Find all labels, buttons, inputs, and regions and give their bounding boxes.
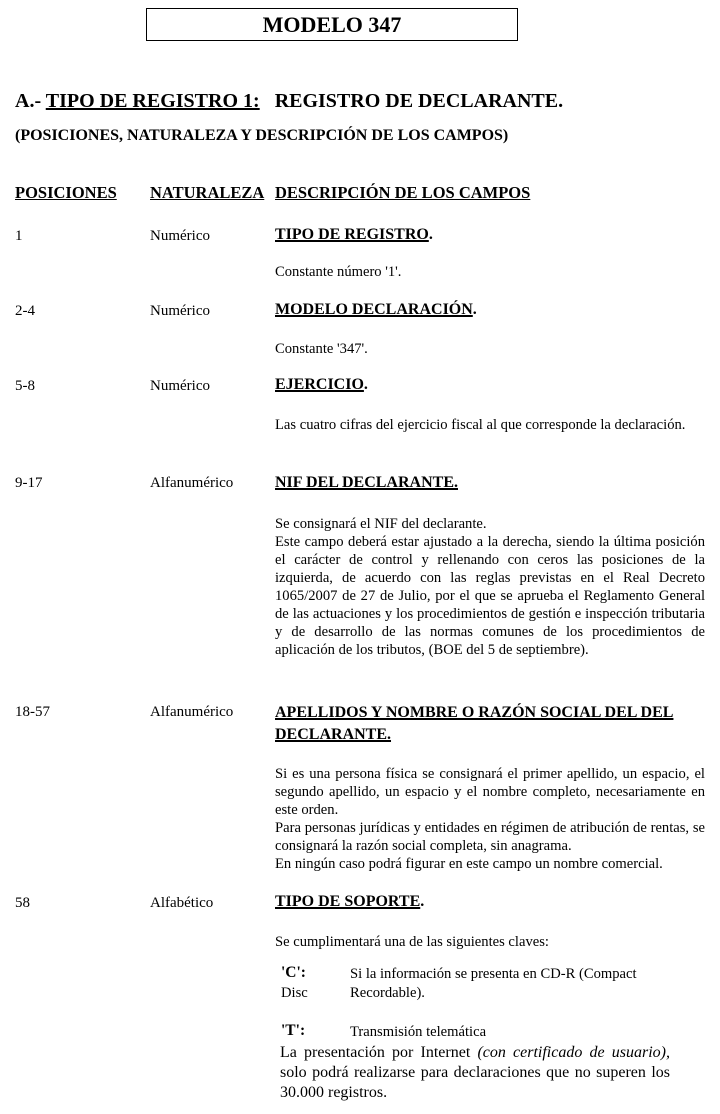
field-description	[275, 515, 705, 659]
option-key-t: 'T':	[281, 1022, 306, 1039]
field-nature: Alfanumérico	[150, 704, 234, 720]
field-description	[275, 765, 705, 873]
description-paragraph: Si es una persona física se consignará el primer apellido, un espacio, el segundo apellido, un espacio y el nombre completo, necesariamente en este orden.	[275, 766, 705, 818]
column-header-positions: POSICIONES	[15, 183, 117, 202]
internet-note-rest: solo podrá realizarse para declaraciones que no superen los 30.000 registros.	[280, 1064, 670, 1101]
field-name-text: MODELO DECLARACIÓN	[275, 301, 473, 318]
field-nature: Numérico	[150, 378, 210, 394]
field-positions: 2-4	[15, 303, 35, 319]
column-header-description: DESCRIPCIÓN DE LOS CAMPOS	[275, 183, 531, 202]
field-description	[275, 933, 705, 951]
section-register-type: TIPO DE REGISTRO 1:	[45, 90, 260, 112]
description-paragraph: Las cuatro cifras del ejercicio fiscal al que corresponde la declaración.	[275, 417, 686, 433]
field-name	[275, 474, 458, 492]
field-description	[275, 263, 705, 281]
option-text-c: Si la información se presenta en CD-R (Compact Recordable).	[350, 966, 637, 1001]
field-name-dot: .	[420, 893, 425, 910]
field-description	[275, 416, 705, 434]
document-title: MODELO 347	[146, 8, 518, 41]
description-paragraph: Constante '347'.	[275, 341, 368, 357]
field-name-text: TIPO DE REGISTRO	[275, 226, 429, 243]
field-name-dot: .	[428, 226, 433, 243]
section-subtitle: (POSICIONES, NATURALEZA Y DESCRIPCIÓN DE LOS CAMPOS)	[15, 127, 509, 144]
field-name-dot: .	[363, 376, 368, 393]
field-name	[275, 376, 368, 394]
field-name-text: APELLIDOS Y NOMBRE O RAZÓN SOCIAL DEL DEL DECLARANTE.	[275, 704, 674, 743]
section-prefix: A.-	[15, 90, 42, 112]
description-paragraph: Este campo deberá estar ajustado a la derecha, siendo la última posición el carácter de control y rellenando con ceros las posiciones de la izquierda, de acuerdo con las reglas previstas en el Real Decreto 1065/2007 de 27 de Julio, por el que se aprueba el Reglamento General de las actuaciones y los procedimientos de gestión e inspección tributaria y de desarrollo de las normas comunes de los procedimientos de aplicación de los tributos, (BOE del 5 de septiembre).	[275, 534, 705, 658]
description-paragraph: Se cumplimentará una de las siguientes claves:	[275, 934, 549, 950]
field-positions: 5-8	[15, 378, 35, 394]
field-nature: Numérico	[150, 228, 210, 244]
field-name	[275, 893, 424, 911]
column-header-nature: NATURALEZA	[150, 183, 265, 202]
option-key-c-extra: Disc	[281, 985, 308, 1001]
field-name	[275, 226, 433, 244]
internet-note-italic: (con certificado de usuario),	[477, 1044, 670, 1061]
field-positions: 58	[15, 895, 30, 911]
field-name-text: TIPO DE SOPORTE	[275, 893, 421, 910]
description-paragraph: Constante número '1'.	[275, 264, 402, 280]
field-name	[275, 702, 695, 746]
section-register-name: REGISTRO DE DECLARANTE.	[274, 90, 564, 112]
field-positions: 9-17	[15, 475, 43, 491]
field-name-text: NIF DEL DECLARANTE.	[275, 474, 458, 491]
field-name	[275, 301, 477, 319]
field-nature: Numérico	[150, 303, 210, 319]
field-description	[275, 340, 705, 358]
internet-note	[280, 1043, 670, 1103]
field-name-text: EJERCICIO	[275, 376, 364, 393]
description-paragraph: En ningún caso podrá figurar en este campo un nombre comercial.	[275, 856, 663, 872]
field-positions: 18-57	[15, 704, 50, 720]
field-nature: Alfanumérico	[150, 475, 234, 491]
section-heading	[15, 90, 563, 113]
option-key-c: 'C':	[281, 964, 306, 981]
description-paragraph: Se consignará el NIF del declarante.	[275, 516, 487, 532]
description-paragraph: Para personas jurídicas y entidades en régimen de atribución de rentas, se consignará la razón social completa, sin anagrama.	[275, 820, 705, 854]
field-nature: Alfabético	[150, 895, 214, 911]
internet-note-lead: La presentación por Internet	[280, 1044, 478, 1061]
option-text-t: Transmisión telemática	[350, 1024, 487, 1040]
field-name-dot: .	[472, 301, 477, 318]
field-positions: 1	[15, 228, 23, 244]
